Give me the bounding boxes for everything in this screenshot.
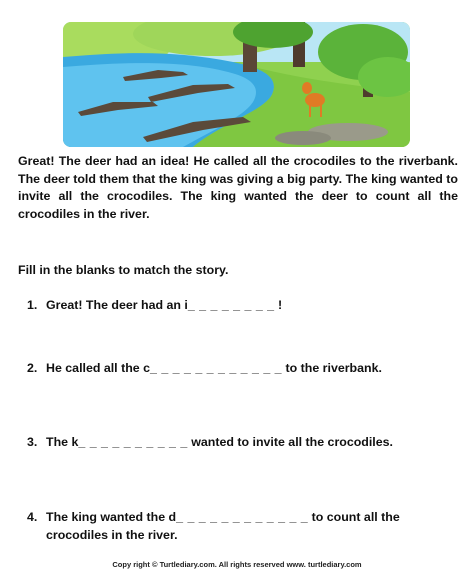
- copyright-footer: Copy right © Turtlediary.com. All rights reserved www. turtlediary.com: [112, 560, 362, 569]
- question-4: [27, 508, 459, 544]
- blank-field[interactable]: _ _ _ _ _ _ _ _: [187, 298, 275, 312]
- crocodiles-and-deer-illustration: [63, 22, 410, 147]
- question-text-before: He called all the c: [46, 361, 150, 375]
- question-1: [27, 296, 459, 314]
- question-3: [27, 433, 459, 451]
- question-text-before: The king wanted the d: [46, 510, 177, 524]
- question-number: 1.: [27, 298, 38, 312]
- question-number: 4.: [27, 510, 38, 524]
- question-number: 3.: [27, 435, 38, 449]
- question-text-before: Great! The deer had an i: [46, 298, 188, 312]
- question-text-after: to the riverbank.: [285, 361, 382, 375]
- blank-field[interactable]: _ _ _ _ _ _ _ _ _ _ _ _: [150, 361, 283, 375]
- question-text-before: The k: [46, 435, 79, 449]
- question-number: 2.: [27, 361, 38, 375]
- question-text-after: wanted to invite all the crocodiles.: [191, 435, 393, 449]
- question-text-after: to count all the crocodiles in the river.: [46, 510, 400, 542]
- blank-field[interactable]: _ _ _ _ _ _ _ _ _ _ _ _: [176, 510, 309, 524]
- question-2: [27, 359, 459, 377]
- instructions: Fill in the blanks to match the story.: [18, 263, 229, 277]
- story-paragraph: Great! The deer had an idea! He called all the crocodiles to the riverbank. The deer told them that the king was giving a big party. The king wanted to invite all the crocodiles. The king wanted the deer to count all the crocodiles in the river.: [18, 154, 458, 221]
- story-illustration: [63, 22, 410, 147]
- blank-field[interactable]: _ _ _ _ _ _ _ _ _ _: [78, 435, 188, 449]
- question-text-after: !: [278, 298, 283, 312]
